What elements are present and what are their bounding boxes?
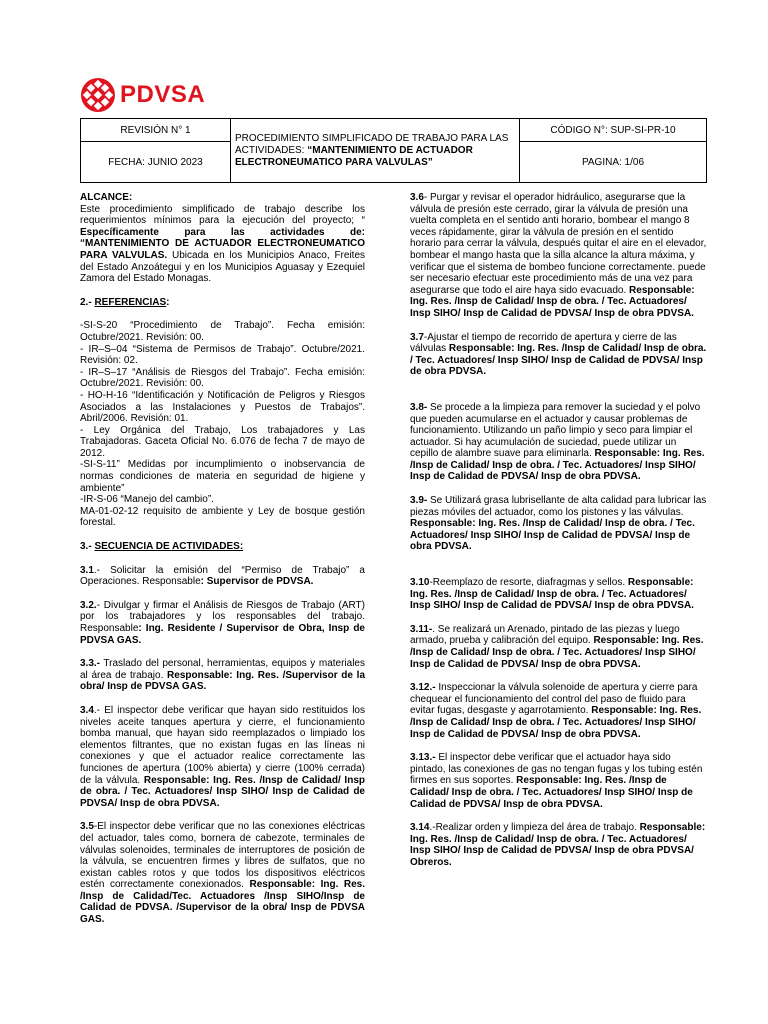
list-item: -SI-S-11” Medidas por incumplimiento o inobservancia de normas condiciones de materia en seguridad de higiene y ambiente” xyxy=(80,459,365,494)
alcance-text-2: Ubicada en los Municipios Anaco, Freites del Estado Anzoátegui y en los Municipios Aguasay y Ezequiel Zamora del Estado Monagas. xyxy=(80,249,366,285)
title-cell xyxy=(231,119,520,183)
code-cell: CÓDIGO N°: SUP-SI-PR-10 xyxy=(520,119,707,142)
alcance-heading: ALCANCE: xyxy=(80,192,133,203)
left-column xyxy=(80,192,365,938)
step-3-10: 3.10-Reemplazo de resorte, diafragmas y sellos. Responsable: Ing. Res. /Insp de Calidad/ Insp de obra. / Tec. Actuadores/ Insp SIHO/ Insp de Calidad de PDVSA/ Insp de obra PDVSA. xyxy=(410,577,694,612)
step-3-13: 3.13.- El inspector debe verificar que el actuador haya sido pintado, las conexiones de gas no tengan fugas y los tubing estén firmes en sus soportes. Responsable: Ing. Res. /Insp de Calidad/ Insp de obra. / Tec. Actuadores/ Insp SIHO/ Insp de Calidad de PDVSA/ Insp de obra PDVSA. xyxy=(410,752,703,810)
list-item: MA-01-02-12 requisito de ambiente y Ley de bosque gestión forestal. xyxy=(80,505,365,529)
alcance-section xyxy=(80,192,365,285)
alcance-text: Este procedimiento simplificado de trabajo describe los requerimientos mínimos para la ejecución del proyecto; “ xyxy=(80,203,365,227)
step-3-14: 3.14.-Realizar orden y limpieza del área de trabajo. Responsable: Ing. Res. /Insp de Calidad/ Insp de obra. / Tec. Actuadores/ Insp SIHO/ Insp de Calidad de PDVSA/ Insp de obra PDVSA/ Obreros. xyxy=(410,822,706,868)
step-3-5: 3.5-El inspector debe verificar que no las conexiones eléctricas del actuador, tales como, bornera de cabezote, terminales de válvulas solenoides, terminales de interruptores de posición de la válvula, se encuentren firmes y libres de sulfatos, que no existan cables rotos y que todos los dispositivos eléctricos estén correctamente conexionados. Responsable: Ing. Res. /Insp de Calidad/Tec. Actuadores /Insp SIHO/Insp de Calidad de PDVSA. /Supervisor de la obra/ Insp de PDVSA GAS. xyxy=(80,821,365,926)
step-3-9: 3.9- Se Utilizará grasa lubrisellante de alta calidad para lubricar las piezas móviles del actuador, como los pistones y las válvulas. Responsable: Ing. Res. /Insp de Calidad/ Insp de obra. / Tec. Actuadores/ Insp SIHO/ Insp de Calidad de PDVSA/ Insp de obra PDVSA. xyxy=(410,495,707,553)
title-bold: “MANTENIMIENTO DE ACTUADOR ELECTRONEUMATICO PARA VALVULAS” xyxy=(235,144,473,168)
list-item: - IR–S–17 “Análisis de Riesgos del Trabajo”. Fecha emisión: Octubre/2021. Revisión: 00. xyxy=(80,366,365,390)
step-3-4: 3.4.- El inspector debe verificar que hayan sido restituidos los niveles aceite tanques apertura y cierre, el funcionamiento bomba manual, que hayan sido reemplazados o limpiado los elementos filtrantes, que no existan fugas en las líneas ni conexiones y que el actuador realice correctamente las funciones de apertura (100% abierta) y cierre (100% cerrada) de la válvula. Responsable: Ing. Res. /Insp de Calidad/ Insp de obra. / Tec. Actuadores/ Insp SIHO/ Insp de Calidad de PDVSA/ Insp de obra PDVSA. xyxy=(80,704,365,809)
list-item: - Ley Orgánica del Trabajo, Los trabajadores y Las Trabajadoras. Gaceta Oficial No. 6.076 de fecha 7 de mayo de 2012. xyxy=(80,424,365,459)
step-3-2: 3.2.- Divulgar y firmar el Análisis de Riesgos de Trabajo (ART) por los trabajadores y los responsables del trabajo. Responsable: Ing. Residente / Supervisor de Obra, Insp de PDVSA GAS. xyxy=(80,599,365,646)
step-3-6: 3.6- Purgar y revisar el operador hidráulico, asegurarse que la válvula de presión este cerrado, girar la válvula de presión una vuelta completa en el sentido anti horario, bombear el mango 8 veces rápidamente, girar la válvula de presión en el sentido horario para cerrar la válvula, después quitar el aire en el elevador, bombear el mango hasta que la silla alcance la altura máxima, y verificar que el sistema de bombeo funcione correctamente. puede ser necesario efectuar este procedimiento más de una vez para asegurarse que todo el aire haya sido evacuado. Responsable: Ing. Res. /Insp de Calidad/ Insp de obra. / Tec. Actuadores/ Insp SIHO/ Insp de Calidad de PDVSA/ Insp de obra PDVSA. xyxy=(410,192,707,319)
referencias-heading: 2.- REFERENCIAS: xyxy=(80,296,170,308)
list-item: -SI-S-20 “Procedimiento de Trabajo”. Fecha emisión: Octubre/2021. Revisión: 00. xyxy=(80,320,365,343)
step-3-12: 3.12.- Inspeccionar la válvula solenoide de apertura y cierre para chequear el funcionamiento del control del paso de fluido para evitar fugas, desgaste y agarrotamiento. Responsable: Ing. Res. /Insp de Calidad/ Insp de obra. / Tec. Actuadores/ Insp SIHO/ Insp de Calidad de PDVSA/ Insp de obra PDVSA. xyxy=(410,682,702,740)
step-3-8: 3.8- Se procede a la limpieza para remover la suciedad y el polvo que pueden acumularse en el actuador y causar problemas de funcionamiento. Utilizando un paño limpio y seco para limpiar el actuador. Si hay acumulación de suciedad, puede utilizar un cepillo de alambre suave para eliminarla. Responsable: Ing. Res. /Insp de Calidad/ Insp de obra. / Tec. Actuadores/ Insp SIHO/ Insp de Calidad de PDVSA/ Insp de obra PDVSA. xyxy=(410,401,705,483)
right-column xyxy=(410,192,707,881)
list-item: -IR-S-06 “Manejo del cambio”. xyxy=(80,494,214,506)
step-3-1: 3.1.- Solicitar la emisión del “Permiso de Trabajo” a Operaciones. Responsable: Supervisor de PDVSA. xyxy=(80,564,365,588)
secuencia-heading: 3.- SECUENCIA DE ACTIVIDADES: xyxy=(80,541,244,553)
date-cell: FECHA: JUNIO 2023 xyxy=(81,142,231,183)
alcance-bold: Específicamente para las actividades de: “MANTENIMIENTO DE ACTUADOR ELECTRONEUMATICO PARA VALVULAS. xyxy=(80,226,365,261)
page-cell: PAGINA: 1/06 xyxy=(520,142,707,183)
list-item: - IR–S–04 “Sistema de Permisos de Trabajo”. Octubre/2021. Revisión: 02. xyxy=(80,343,365,367)
document-header-table xyxy=(80,118,707,183)
list-item: - HO-H-16 “Identificación y Notificación de Peligros y Riesgos Asociados a las Instalaciones y Puestos de Trabajos”. Abril/2006. Revisión: 01. xyxy=(80,389,365,425)
step-3-11: 3.11-. Se realizará un Arenado, pintado de las piezas y luego armado, prueba y calibración del equipo. Responsable: Ing. Res. /Insp de Calidad/ Insp de obra. / Tec. Actuadores/ Insp SIHO/ Insp de Calidad de PDVSA/ Insp de obra PDVSA. xyxy=(410,623,704,670)
pdvsa-sun-icon xyxy=(80,77,116,113)
step-3-3: 3.3.- Traslado del personal, herramientas, equipos y materiales al área de trabajo. Responsable: Ing. Res. /Supervisor de la obra/ Insp de PDVSA GAS. xyxy=(80,658,366,693)
pdvsa-logo xyxy=(80,77,205,113)
title-plain: PROCEDIMIENTO SIMPLIFICADO DE TRABAJO PARA LAS ACTIVIDADES: xyxy=(235,132,509,156)
logo-text: PDVSA xyxy=(120,81,206,108)
step-3-7: 3.7-Ajustar el tiempo de recorrido de apertura y cierre de las válvulas Responsable: Ing. Res. /Insp de Calidad/ Insp de obra. / Tec. Actuadores/ Insp SIHO/ Insp de Calidad de PDVSA/ Insp de obra PDVSA. xyxy=(410,331,707,378)
referencias-list xyxy=(80,320,365,529)
revision-cell: REVISIÓN N° 1 xyxy=(81,119,231,142)
